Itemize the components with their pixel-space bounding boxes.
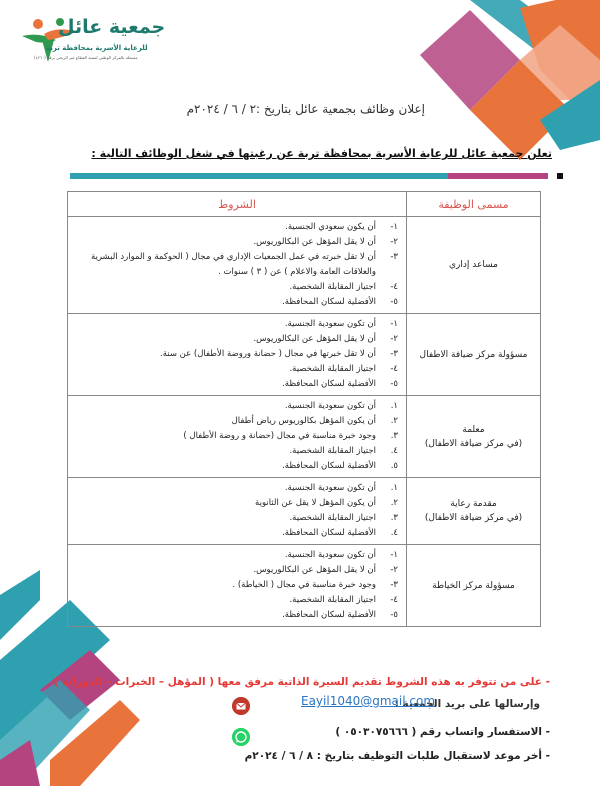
- conditions-list: [72, 317, 398, 392]
- table-row: [68, 314, 541, 396]
- condition-text: أن يكون المؤهل بكالوريوس رياض أطفال: [231, 416, 376, 426]
- condition-item: [72, 414, 398, 429]
- condition-item: [72, 250, 398, 280]
- whatsapp-icon: [232, 728, 250, 746]
- condition-text: اجتياز المقابلة الشخصية.: [289, 513, 376, 523]
- condition-number: ٥-: [390, 297, 398, 307]
- job-title-line: (في مركز ضيافة الاطفال): [424, 438, 523, 449]
- condition-item: [72, 496, 398, 511]
- logo-title: جمعية عائل: [58, 16, 166, 38]
- condition-item: [72, 429, 398, 444]
- condition-text: الأفضلية لسكان المحافظة.: [282, 461, 376, 471]
- condition-number: ٤-: [390, 595, 398, 605]
- condition-text: اجتياز المقابلة الشخصية.: [289, 282, 376, 292]
- condition-number: ٢-: [390, 565, 398, 575]
- condition-number: ٣-: [390, 349, 398, 359]
- condition-text: الأفضلية لسكان المحافظة.: [282, 297, 376, 307]
- job-title-line: (في مركز ضيافة الاطفال): [424, 513, 523, 523]
- condition-number: ٣.: [390, 431, 398, 441]
- mail-icon: [232, 697, 250, 715]
- condition-text: اجتياز المقابلة الشخصية.: [289, 595, 376, 605]
- conditions-list: [72, 548, 398, 623]
- condition-text: أن لا يقل المؤهل عن البكالوريوس.: [253, 237, 376, 247]
- condition-text: أن تكون سعودية الجنسية.: [284, 401, 376, 411]
- conditions-cell: [68, 217, 407, 314]
- condition-item: [72, 377, 398, 392]
- condition-item: [72, 578, 398, 593]
- jobs-table: [67, 191, 541, 627]
- condition-number: ٤-: [390, 364, 398, 374]
- job-title-line: مساعد إداري: [449, 260, 498, 270]
- condition-item: [72, 399, 398, 414]
- job-title-line: مقدمة رعاية: [450, 499, 497, 509]
- condition-item: [72, 280, 398, 295]
- condition-number: ١.: [390, 483, 398, 493]
- conditions-cell: [68, 478, 407, 545]
- job-title-cell: [407, 314, 541, 396]
- condition-number: ٢-: [390, 237, 398, 247]
- logo-subtitle: للرعاية الأسرية بمحافظة تربة: [46, 44, 148, 52]
- condition-text: أن لا يقل المؤهل عن البكالوريوس.: [253, 565, 376, 575]
- condition-text: اجتياز المقابلة الشخصية.: [289, 364, 376, 374]
- condition-item: [72, 548, 398, 563]
- condition-number: ١-: [390, 222, 398, 232]
- condition-text: وجود خبرة مناسبة في مجال ( الخياطة) .: [232, 580, 376, 590]
- condition-text: اجتياز المقابلة الشخصية.: [289, 446, 376, 456]
- job-title-line: مسؤولة مركز الخياطة: [432, 580, 515, 591]
- condition-item: [72, 220, 398, 235]
- condition-text: وجود خبرة مناسبة في مجال (حضانة و روضة الأطفال ): [183, 431, 376, 441]
- condition-item: [72, 347, 398, 362]
- header-job-title: مسمى الوظيفة: [407, 192, 541, 217]
- table-row: [68, 217, 541, 314]
- logo-tagline: مسجلة بالمركز الوطني لتنمية القطاع غير الربحي برقم (٤٢٦٠): [34, 55, 138, 60]
- table-row: [68, 545, 541, 627]
- job-title-cell: [407, 396, 541, 478]
- conditions-list: [72, 481, 398, 541]
- condition-item: [72, 332, 398, 347]
- conditions-cell: [68, 396, 407, 478]
- email-link[interactable]: Eayil1040@gmail.com: [301, 694, 436, 708]
- conditions-list: [72, 399, 398, 474]
- conditions-cell: [68, 314, 407, 396]
- application-deadline: - أخر موعد لاستقبال طلبات التوظيف بتاريخ : ٨ / ٦ / ٢٠٢٤م: [244, 750, 550, 762]
- condition-number: ٤.: [390, 446, 398, 456]
- condition-number: ٤.: [390, 528, 398, 538]
- condition-number: ٣-: [390, 252, 398, 262]
- condition-text: أن تكون سعودية الجنسية.: [284, 550, 376, 560]
- condition-item: [72, 235, 398, 250]
- job-title-line: معلمة: [462, 424, 485, 435]
- job-title-cell: [407, 217, 541, 314]
- job-title-cell: [407, 545, 541, 627]
- condition-text: أن تكون سعودية الجنسية.: [284, 319, 376, 329]
- condition-text: أن تكون سعودية الجنسية.: [284, 483, 376, 493]
- condition-item: [72, 481, 398, 496]
- contact-whatsapp: - الاستفسار واتساب رقم ( ٠٥٠٣٠٧٥٦٦٦ ): [335, 726, 550, 738]
- condition-text: أن يكون المؤهل لا يقل عن الثانوية: [255, 498, 376, 508]
- conditions-list: [72, 220, 398, 310]
- jobs-table-header: [68, 192, 541, 217]
- condition-item: [72, 563, 398, 578]
- job-title-line: مسؤولة مركز ضيافة الاطفال: [419, 349, 528, 360]
- conditions-cell: [68, 545, 407, 627]
- divider-bar-teal: [70, 173, 448, 179]
- condition-text: أن لا تقل خبرته في عمل الجمعيات الإداري في مجال ( الحوكمة و الموارد البشرية والعلاقات العامة والاعلام ) عن ( ٣ ) سنوات .: [90, 252, 376, 277]
- condition-number: ٣-: [390, 580, 398, 590]
- condition-text: أن يكون سعودي الجنسية.: [285, 222, 376, 232]
- condition-item: [72, 593, 398, 608]
- condition-number: ٢-: [390, 334, 398, 344]
- intro-text: تعلن جمعية عائل للرعاية الأسرية بمحافظة تربة عن رغبتها في شغل الوظائف التالية :: [91, 147, 552, 160]
- condition-number: ٥.: [390, 461, 398, 471]
- condition-item: [72, 317, 398, 332]
- bullet-square: [557, 173, 563, 179]
- job-title-cell: [407, 478, 541, 545]
- condition-text: الأفضلية لسكان المحافظة.: [282, 610, 376, 620]
- condition-item: [72, 526, 398, 541]
- condition-item: [72, 608, 398, 623]
- condition-number: ٢.: [390, 416, 398, 426]
- condition-text: الأفضلية لسكان المحافظة.: [282, 379, 376, 389]
- condition-number: ٥-: [390, 610, 398, 620]
- condition-item: [72, 511, 398, 526]
- condition-text: أن لا يقل المؤهل عن البكالوريوس.: [253, 334, 376, 344]
- table-row: [68, 396, 541, 478]
- divider-bar-purple: [448, 173, 548, 179]
- header-conditions: الشروط: [68, 192, 407, 217]
- condition-item: [72, 362, 398, 377]
- jobs-table-body: [68, 217, 541, 627]
- condition-number: ٣.: [390, 513, 398, 523]
- condition-text: أن لا تقل خبرتها في مجال ( حضانة وروضة الأطفال) عن سنة.: [160, 349, 376, 359]
- condition-number: ١-: [390, 550, 398, 560]
- condition-item: [72, 444, 398, 459]
- condition-number: ٢.: [390, 498, 398, 508]
- condition-number: ١-: [390, 319, 398, 329]
- footer-note: - على من تتوفر به هذه الشروط تقديم السيرة الذاتية مرفق معها ( المؤهل – الخبرات – الدورات ): [53, 676, 550, 688]
- footer-send-text: وإرسالها على بريد الجمعية :: [394, 698, 540, 710]
- condition-number: ٤-: [390, 282, 398, 292]
- condition-number: ٥-: [390, 379, 398, 389]
- condition-number: ١.: [390, 401, 398, 411]
- condition-item: [72, 459, 398, 474]
- table-row: [68, 478, 541, 545]
- condition-text: الأفضلية لسكان المحافظة.: [282, 528, 376, 538]
- condition-item: [72, 295, 398, 310]
- announcement-title: إعلان وظائف بجمعية عائل بتاريخ :٢ / ٦ / ٢٠٢٤م: [186, 102, 425, 116]
